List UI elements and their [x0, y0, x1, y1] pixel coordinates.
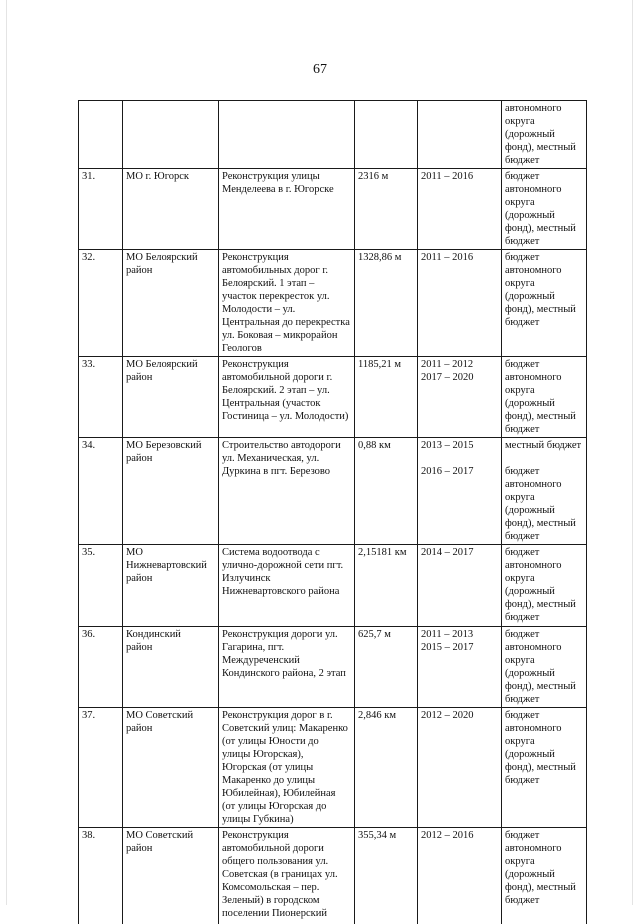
table-row — [79, 627, 587, 708]
page-number: 67 — [313, 62, 327, 77]
cell-length: 2,15181 км — [355, 545, 418, 627]
cell-funding: бюджет автономного округа (дорожный фонд), местный бюджет — [502, 627, 587, 708]
table-row — [79, 357, 587, 438]
table-row — [79, 828, 587, 924]
cell-municipality: МО Березовский район — [123, 438, 219, 545]
cell-municipality: МО Нижневартовский район — [123, 545, 219, 627]
cell-funding: бюджет автономного округа (дорожный фонд), местный бюджет — [502, 169, 587, 250]
cell-object: Реконструкция дороги ул. Гагарина, пгт. Междуреченский Кондинского района, 2 этап — [219, 627, 355, 708]
cell-object: Реконструкция автомобильной дороги г. Белоярский. 2 этап – ул. Центральная (участок Гостиница – ул. Молодости) — [219, 357, 355, 438]
table-row — [79, 545, 587, 627]
cell-period: 2012 – 2020 — [418, 708, 502, 828]
cell-num: 33. — [79, 357, 123, 438]
cell-municipality: МО Советский район — [123, 828, 219, 924]
cell-period: 2012 – 2016 — [418, 828, 502, 924]
cell-municipality: МО Белоярский район — [123, 250, 219, 357]
cell-object: Реконструкция дорог в г. Советский улиц: Макаренко (от улицы Юности до улицы Югорская), Югорская (от улицы Макаренко до улицы Юбилейная), Юбилейная (от улицы Югорская до улицы Губкина) — [219, 708, 355, 828]
cell-num: 32. — [79, 250, 123, 357]
table-row — [79, 438, 587, 545]
cell-object: Реконструкция улицы Менделеева в г. Югорске — [219, 169, 355, 250]
cell-municipality: МО г. Югорск — [123, 169, 219, 250]
cell-period: 2011 – 2012 2017 – 2020 — [418, 357, 502, 438]
projects-table — [78, 100, 587, 924]
cell-municipality: МО Советский район — [123, 708, 219, 828]
cell-length: 1185,21 м — [355, 357, 418, 438]
table-row — [79, 708, 587, 828]
cell-period: 2013 – 2015 2016 – 2017 — [418, 438, 502, 545]
cell-object: Реконструкция автомобильной дороги общего пользования ул. Советская (в границах ул. Комсомольская – пер. Зеленый) в городском поселении Пионерский — [219, 828, 355, 924]
cell-funding: бюджет автономного округа (дорожный фонд), местный бюджет — [502, 250, 587, 357]
cell-municipality: Кондинский район — [123, 627, 219, 708]
cell-length: 355,34 м — [355, 828, 418, 924]
cell-object: Реконструкция автомобильных дорог г. Белоярский. 1 этап – участок перекресток ул. Молодости – ул. Центральная до перекрестка ул. Боковая – микрорайон Геологов — [219, 250, 355, 357]
cell-funding: автономного округа (дорожный фонд), местный бюджет — [502, 101, 587, 169]
table-row — [79, 169, 587, 250]
cell-funding: местный бюджет бюджет автономного округа (дорожный фонд), местный бюджет — [502, 438, 587, 545]
cell-length: 0,88 км — [355, 438, 418, 545]
cell-length: 1328,86 м — [355, 250, 418, 357]
cell-num: 35. — [79, 545, 123, 627]
cell-period: 2011 – 2016 — [418, 250, 502, 357]
cell-period: 2014 – 2017 — [418, 545, 502, 627]
cell-length: 625,7 м — [355, 627, 418, 708]
cell-num: 34. — [79, 438, 123, 545]
cell-num: 31. — [79, 169, 123, 250]
cell-object: Система водоотвода с улично-дорожной сети пгт. Излучинск Нижневартовского района — [219, 545, 355, 627]
cell-funding: бюджет автономного округа (дорожный фонд), местный бюджет — [502, 357, 587, 438]
cell-funding: бюджет автономного округа (дорожный фонд), местный бюджет — [502, 828, 587, 924]
cell-period: 2011 – 2016 — [418, 169, 502, 250]
cell-length — [355, 101, 418, 169]
cell-num: 36. — [79, 627, 123, 708]
cell-length: 2,846 км — [355, 708, 418, 828]
cell-length: 2316 м — [355, 169, 418, 250]
cell-municipality: МО Белоярский район — [123, 357, 219, 438]
cell-period — [418, 101, 502, 169]
cell-object — [219, 101, 355, 169]
cell-funding: бюджет автономного округа (дорожный фонд), местный бюджет — [502, 708, 587, 828]
cell-num — [79, 101, 123, 169]
table-row-continuation — [79, 101, 587, 169]
cell-funding: бюджет автономного округа (дорожный фонд), местный бюджет — [502, 545, 587, 627]
cell-period: 2011 – 2013 2015 – 2017 — [418, 627, 502, 708]
cell-num: 37. — [79, 708, 123, 828]
scan-edge-right — [632, 0, 633, 905]
cell-municipality — [123, 101, 219, 169]
table-row — [79, 250, 587, 357]
cell-num: 38. — [79, 828, 123, 924]
scan-edge-left — [6, 0, 7, 905]
cell-object: Строительство автодороги ул. Механическая, ул. Дуркина в пгт. Березово — [219, 438, 355, 545]
